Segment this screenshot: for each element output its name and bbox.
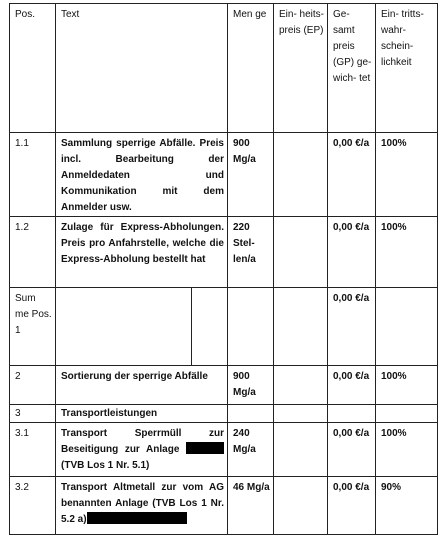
split-right — [192, 288, 227, 365]
row-ep — [274, 217, 328, 288]
header-text: Text — [56, 4, 228, 133]
row-menge — [228, 405, 274, 423]
row-gp: 0,00 €/a — [328, 217, 376, 288]
row-menge: 46 Mg/a — [228, 477, 274, 535]
row-text-before: Transport Sperrmüll zur Beseitigung zur Anlage — [61, 428, 224, 455]
row-gp — [328, 405, 376, 423]
table-row — [10, 405, 438, 423]
row-text-before: Transport Altmetall zur vom AG benannten Anlage (TVB Los 1 Nr. 5.2 a) — [61, 482, 224, 525]
row-gp: 0,00 €/a — [328, 423, 376, 477]
row-wk: 100% — [376, 423, 438, 477]
header-gesamtpreis: Ge- samt preis (GP) ge- wich- tet — [328, 4, 376, 133]
row-menge — [228, 288, 274, 366]
row-ep — [274, 288, 328, 366]
row-wk: 100% — [376, 217, 438, 288]
split-cell — [56, 288, 227, 365]
row-menge: 900 Mg/a — [228, 366, 274, 405]
header-pos: Pos. — [10, 4, 56, 133]
table-row — [10, 423, 438, 477]
row-gp: 0,00 €/a — [328, 133, 376, 217]
row-text: Zulage für Express-Abholungen. Preis pro Anfahrstelle, welche die Express-Abholung bestellt hat — [56, 217, 228, 288]
row-wk: 90% — [376, 477, 438, 535]
row-pos: 3 — [10, 405, 56, 423]
table-row — [10, 288, 438, 366]
header-menge: Men ge — [228, 4, 274, 133]
row-wk: 100% — [376, 133, 438, 217]
row-menge: 240 Mg/a — [228, 423, 274, 477]
row-text: Sortierung der sperrige Abfälle — [56, 366, 228, 405]
row-text: Sammlung sperrige Abfälle. Preis incl. Bearbeitung der Anmeldedaten und Kommunikation mit dem Anmelder usw. — [56, 133, 228, 217]
row-ep — [274, 133, 328, 217]
header-einheitspreis: Ein- heits- preis (EP) — [274, 4, 328, 133]
row-menge: 900 Mg/a — [228, 133, 274, 217]
row-pos: 2 — [10, 366, 56, 405]
header-wahrscheinlichkeit: Ein- tritts- wahr- schein- lichkeit — [376, 4, 438, 133]
row-pos: 1.2 — [10, 217, 56, 288]
redaction-block — [186, 442, 224, 454]
row-text — [56, 423, 228, 477]
row-wk — [376, 405, 438, 423]
split-left — [56, 288, 192, 365]
row-gp: 0,00 €/a — [328, 477, 376, 535]
row-gp: 0,00 €/a — [328, 288, 376, 366]
row-ep — [274, 423, 328, 477]
row-pos: Sum me Pos. 1 — [10, 288, 56, 366]
row-ep — [274, 405, 328, 423]
row-wk: 100% — [376, 366, 438, 405]
row-text: Transportleistungen — [56, 405, 228, 423]
row-menge: 220 Stel- len/a — [228, 217, 274, 288]
table-row — [10, 217, 438, 288]
table-row — [10, 366, 438, 405]
row-gp: 0,00 €/a — [328, 366, 376, 405]
table-row — [10, 133, 438, 217]
tender-price-table-page — [9, 3, 437, 525]
row-pos: 3.2 — [10, 477, 56, 535]
row-text-after: (TVB Los 1 Nr. 5.1) — [61, 460, 150, 471]
table-header-row — [10, 4, 438, 133]
price-table — [9, 3, 438, 535]
row-pos: 1.1 — [10, 133, 56, 217]
row-wk — [376, 288, 438, 366]
row-ep — [274, 366, 328, 405]
row-pos: 3.1 — [10, 423, 56, 477]
redaction-block — [87, 512, 187, 524]
row-text — [56, 288, 228, 366]
